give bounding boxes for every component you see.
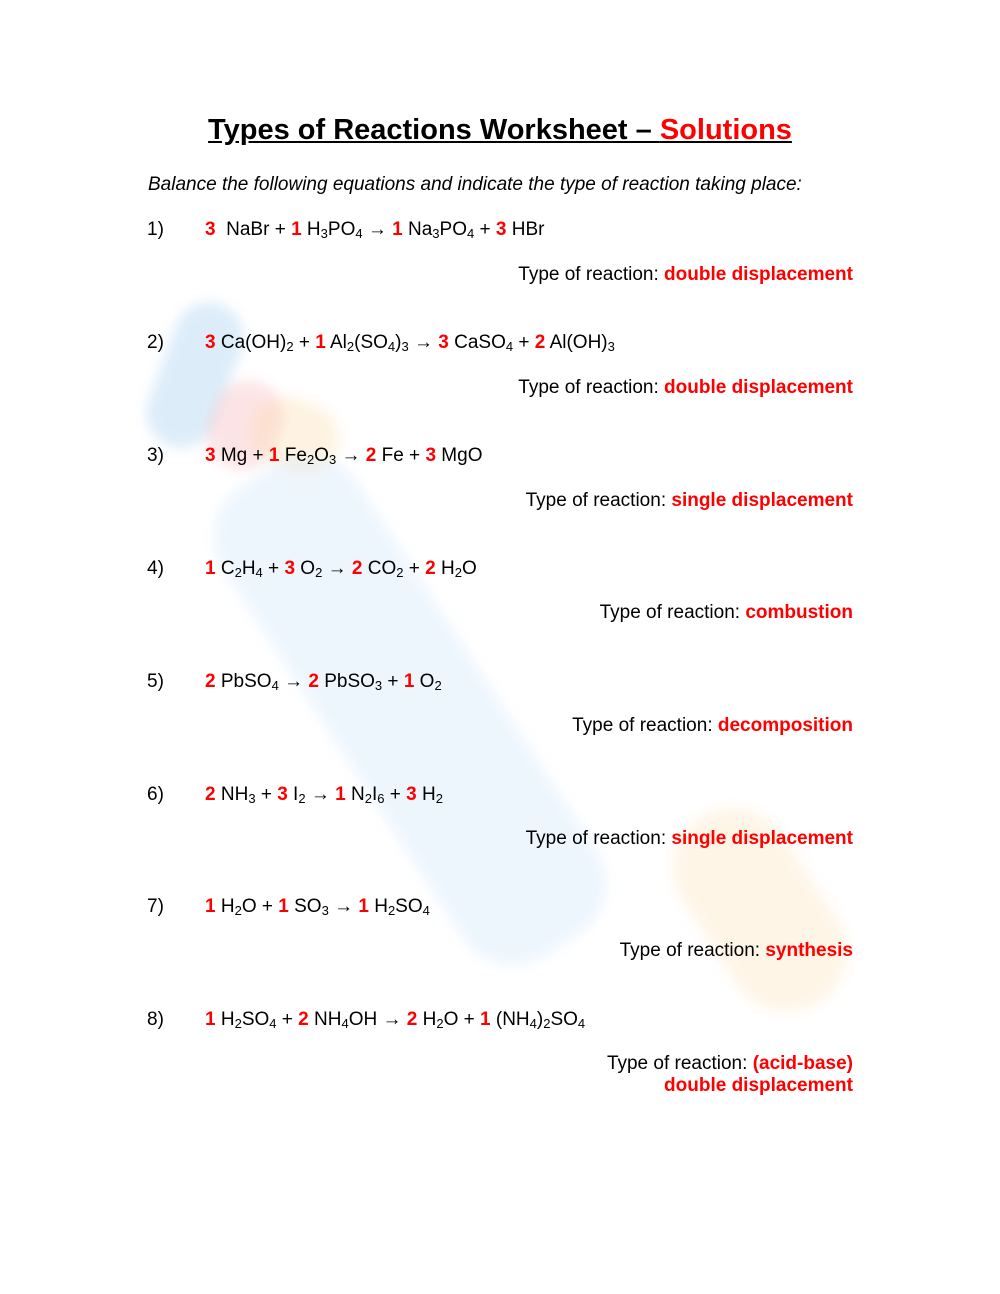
coefficient: 3 (425, 445, 437, 466)
reaction-type-7 (620, 940, 853, 962)
arrow-icon: → (284, 671, 304, 692)
type-label: Type of reaction: (518, 377, 665, 398)
reaction-type-6 (526, 828, 853, 850)
coefficient: 1 (315, 332, 326, 353)
coefficient: 2 (205, 671, 216, 692)
coefficient: 1 (392, 219, 403, 240)
coefficient: 3 (205, 219, 216, 240)
instructions: Balance the following equations and indicate the type of reaction taking place: (148, 174, 802, 195)
problem-number: 4) (147, 558, 164, 579)
coefficient: 3 (406, 784, 417, 805)
equation-5: 5) 2 PbSO$_4$ → 2 PbSO$_3$ + 1 $O_2$ (147, 671, 442, 693)
reaction-type-3 (526, 490, 853, 512)
coefficient: 1 (358, 896, 369, 917)
type-answer-line2: double displacement (664, 1075, 853, 1096)
arrow-icon: → (334, 896, 354, 917)
type-answer: decomposition (717, 715, 853, 736)
coefficient: 2 (365, 445, 377, 466)
equation-1: 1) 3 NaBr + 1 $H_3PO_4 \to 1$ $Na_3PO_4 + 3$ HBr (147, 219, 545, 241)
arrow-icon: → (414, 332, 433, 353)
watermark-shape (650, 785, 870, 1035)
type-answer: double displacement (664, 377, 853, 398)
coefficient: 3 (284, 558, 296, 579)
reaction-type-1 (518, 264, 853, 286)
equation-2: 2) 3 $Ca(OH)_2 + 1$ $Al_2(SO_4)_3 \to 3$ CaSO$_4$ + 2 $Al(OH)_3$ (147, 332, 615, 354)
coefficient: 2 (205, 784, 216, 805)
problem-number: 2) (147, 332, 164, 353)
type-answer: single displacement (671, 828, 853, 849)
arrow-icon: → (327, 558, 347, 579)
problem-number: 1) (147, 219, 164, 240)
equation-7: 7) 1 $H_2O + 1$ $SO_3 \to 1$ $H_2SO_4$ (147, 896, 430, 918)
coefficient: 1 (268, 445, 280, 466)
type-answer: double displacement (664, 264, 853, 285)
coefficient: 1 (205, 558, 216, 579)
coefficient: 2 (298, 1009, 309, 1030)
reaction-type-8 (607, 1053, 853, 1097)
reaction-type-4 (600, 602, 853, 624)
type-answer: single displacement (671, 490, 853, 511)
coefficient: 1 (403, 671, 415, 692)
coefficient: 1 (278, 896, 289, 917)
coefficient: 1 (205, 896, 216, 917)
coefficient: 2 (534, 332, 546, 353)
type-label: Type of reaction: (599, 602, 746, 623)
reaction-type-2 (518, 377, 853, 399)
coefficient: 1 (291, 219, 302, 240)
coefficient: 3 (277, 784, 288, 805)
reaction-type-5 (572, 715, 853, 737)
equation-8: 8) 1 $H_2SO_4 + 2$ $NH_4OH \to 2$ $H_2O + 1$ $(NH_4)_2SO_4$ (147, 1009, 586, 1031)
coefficient: 3 (495, 219, 507, 240)
type-label: Type of reaction: (572, 715, 718, 736)
problem-number: 3) (147, 445, 164, 466)
problem-number: 7) (147, 896, 164, 917)
page-title (0, 114, 1000, 147)
equation-4: 4) 1 $C_2H_4 + 3$ $O_2 \to 2$ $CO_2 + 2$ $H_2O$ (147, 558, 477, 580)
arrow-icon: → (382, 1009, 402, 1030)
coefficient: 1 (205, 1009, 216, 1030)
arrow-icon: → (310, 784, 330, 805)
problem-number: 8) (147, 1009, 164, 1030)
coefficient: 1 (335, 784, 346, 805)
type-label: Type of reaction: (619, 940, 766, 961)
problem-number: 6) (147, 784, 164, 805)
equation-3: 3) 3 Mg + 1 $Fe_2O_3 \to 2$ Fe + 3 MgO (147, 445, 483, 467)
coefficient: 2 (406, 1009, 418, 1030)
problem-number: 5) (147, 671, 164, 692)
type-answer-line1: (acid-base) (752, 1053, 853, 1074)
coefficient: 2 (308, 671, 319, 692)
arrow-icon: → (367, 219, 387, 240)
type-label: Type of reaction: (606, 1053, 753, 1074)
coefficient: 2 (425, 558, 436, 579)
coefficient: 3 (205, 445, 216, 466)
type-label: Type of reaction: (525, 828, 672, 849)
coefficient: 1 (480, 1009, 491, 1030)
arrow-icon: → (341, 445, 361, 466)
title-accent: Solutions (659, 114, 792, 146)
type-label: Type of reaction: (518, 264, 665, 285)
type-answer: combustion (745, 602, 853, 623)
title-main: Types of Reactions Worksheet – (208, 114, 660, 146)
coefficient: 3 (438, 332, 449, 353)
coefficient: 2 (351, 558, 363, 579)
coefficient: 3 (205, 332, 216, 353)
type-label: Type of reaction: (525, 490, 672, 511)
equation-6: 6) 2 $NH_3 + 3$ $I_2 \to 1$ $N_2I_6 + 3$ $H_2$ (147, 784, 443, 806)
type-answer: synthesis (765, 940, 853, 961)
